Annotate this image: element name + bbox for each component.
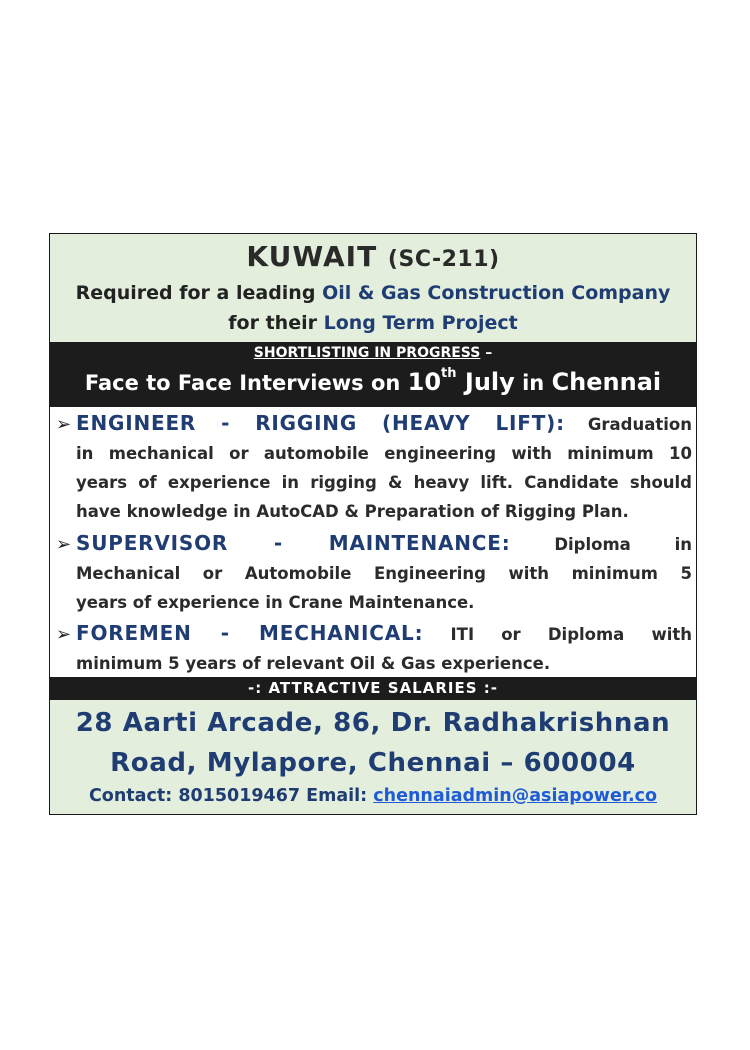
interview-date: 10th July — [407, 366, 515, 396]
salary-notice: -: ATTRACTIVE SALARIES :- — [248, 679, 498, 697]
arrow-bullet-icon: ➢ — [56, 534, 72, 555]
job-title: SUPERVISOR - MAINTENANCE: — [76, 531, 511, 555]
shortlisting-notice: SHORTLISTING IN PROGRESS – — [253, 345, 493, 361]
interview-notice: Face to Face Interviews on 10th July in Chennai — [84, 366, 662, 396]
job-title: FOREMEN - MECHANICAL: — [76, 621, 424, 645]
arrow-bullet-icon: ➢ — [56, 624, 72, 645]
project-type: Long Term Project — [323, 312, 518, 334]
contact-line: Contact: 8015019467 Email: chennaiadmin@asiapower.co — [88, 786, 658, 806]
email-link[interactable]: chennaiadmin@asiapower.co — [373, 786, 658, 806]
job-item: ➢ ENGINEER - RIGGING (HEAVY LIFT): Graduation in mechanical or automobile engineering with minimum 10 years of experience in rigging & heavy lift. Candidate should have knowledge in AutoCAD & Preparation of Rigging Plan. — [56, 411, 692, 521]
reference-code: (SC-211) — [387, 247, 500, 272]
job-title: ENGINEER - RIGGING (HEAVY LIFT): — [76, 411, 565, 435]
job-item: ➢ SUPERVISOR - MAINTENANCE: Diploma in Mechanical or Automobile Engineering with minimum 5 years of experience in Crane Maintenance. — [56, 531, 692, 612]
phone-number: 8015019467 — [178, 786, 301, 806]
company-type: Oil & Gas Construction Company — [322, 282, 671, 304]
interview-city: Chennai — [551, 368, 662, 396]
subtitle-line-2: for their Long Term Project — [228, 312, 518, 334]
address-line-1: 28 Aarti Arcade, 86, Dr. Radhakrishnan — [75, 708, 671, 738]
job-item: ➢ FOREMEN - MECHANICAL: ITI or Diploma with minimum 5 years of relevant Oil & Gas experience. — [56, 621, 692, 673]
arrow-bullet-icon: ➢ — [56, 414, 72, 435]
job-advertisement — [49, 233, 697, 815]
country: KUWAIT — [246, 240, 378, 273]
subtitle-line-1: Required for a leading Oil & Gas Construction Company — [75, 282, 671, 304]
address-line-2: Road, Mylapore, Chennai – 600004 — [110, 748, 636, 778]
page-title — [50, 240, 696, 273]
